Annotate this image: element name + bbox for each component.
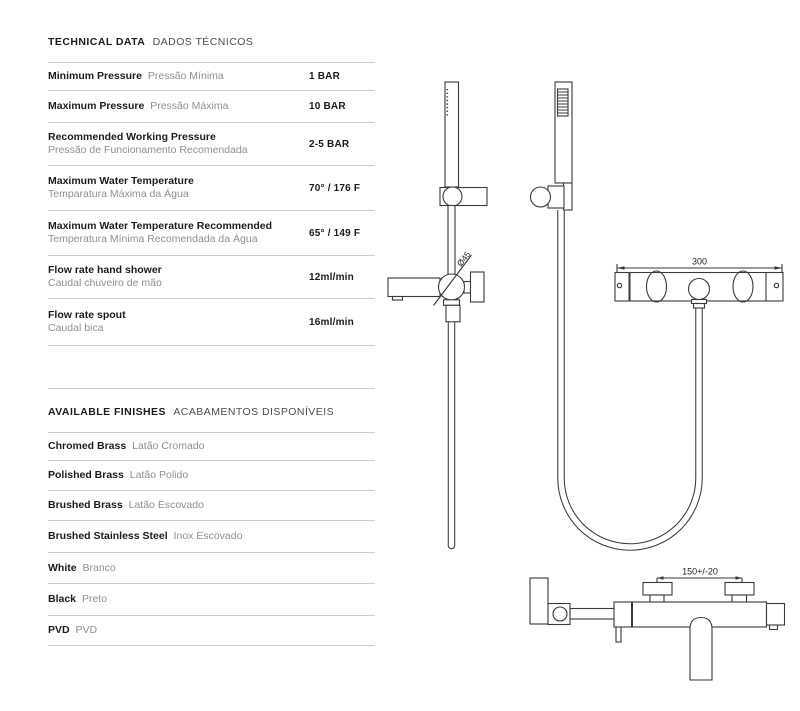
technical-data-title-pt: DADOS TÉCNICOS [152,36,254,48]
finish-label-en: Brushed Brass [48,499,123,511]
finish-label-pt: PVD [75,624,98,636]
spec-label-pt: Pressão Mínima [147,70,224,82]
spec-label-pt: Caudal bica [48,322,104,334]
spec-label-pt: Temperatura Mínima Recomendada da Água [48,233,258,245]
finish-label-en: Black [48,593,77,605]
side-view-hand-shower-drawing [531,82,700,547]
spec-label-en: Maximum Water Temperature [48,175,194,187]
finish-label-en: White [48,561,77,574]
finish-label-pt: Latão Escovado [128,499,204,511]
spec-value: 65° / 149 F [309,227,361,239]
dimension-bar-width-label: 300 [691,256,708,267]
finish-label-en: PVD [48,624,70,636]
spec-label-en: Maximum Water Temperature Recommended [48,220,273,232]
finish-label-pt: Preto [81,593,108,605]
technical-data-title-en: TECHNICAL DATA [48,36,146,48]
spec-label-en: Flow rate hand shower [48,264,162,276]
finish-label-en: Chromed Brass [48,440,127,452]
spec-label-en: Maximum Pressure [48,100,145,112]
dimension-diameter-label: Ø45 [454,249,473,269]
top-view-bar-valve-drawing [615,257,783,309]
spec-value: 10 BAR [309,101,346,112]
installation-side-view-drawing [530,567,785,681]
spec-value: 70° / 176 F [309,182,361,194]
available-finishes-title-en: AVAILABLE FINISHES [48,406,166,418]
dimension-union-distance-label: 150+/-20 [682,566,718,577]
spec-label-pt: Pressão de Funcionamento Recomendada [48,144,248,156]
spec-label-en: Flow rate spout [48,309,126,321]
finish-label-pt: Inox Escovado [173,530,243,542]
spec-label-pt: Temparatura Máxima da Água [48,188,189,200]
finish-label-pt: Latão Polido [129,469,189,481]
spec-value: 1 BAR [309,71,341,82]
available-finishes-title-pt: ACABAMENTOS DISPONÍVEIS [173,406,335,418]
spec-value: 16ml/min [309,316,354,328]
spec-label-pt: Pressão Máxima [150,100,229,112]
spec-value: 12ml/min [309,271,354,283]
spec-label-en: Minimum Pressure [48,70,142,82]
finish-label-en: Brushed Stainless Steel [48,530,168,542]
spec-label-en: Recommended Working Pressure [48,131,216,143]
finish-label-pt: Latão Cromado [132,440,205,452]
spec-label-pt: Caudal chuveiro de mão [48,277,162,289]
finish-label-en: Polished Brass [48,469,124,481]
finish-label-pt: Branco [82,561,116,574]
front-view-rail-drawing [388,82,487,546]
spec-value: 2-5 BAR [309,138,350,150]
